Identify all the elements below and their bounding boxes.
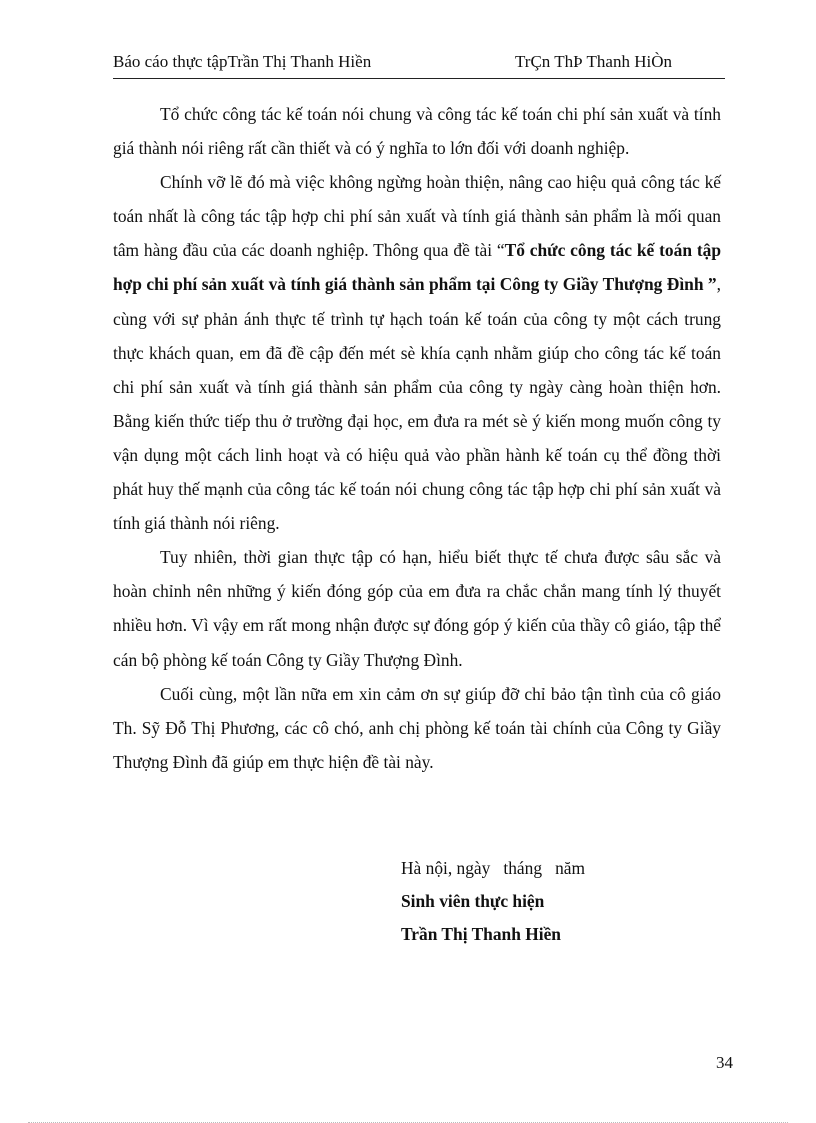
signer-role: Sinh viên thực hiện <box>401 891 545 911</box>
page-number: 34 <box>716 1053 733 1072</box>
page-header <box>113 52 725 79</box>
signer-name: Trần Thị Thanh Hiền <box>401 924 561 944</box>
paragraph-1: Tổ chức công tác kế toán nói chung và công tác kế toán chi phí sản xuất và tính giá thành nói riêng rất cần thiết và có ý nghĩa to lớn đối với doanh nghiệp. <box>113 104 721 159</box>
paragraph-3: Tuy nhiên, thời gian thực tập có hạn, hiểu biết thực tế chưa được sâu sắc và hoàn chỉnh nên những ý kiến đóng góp của em đưa ra chắc chắn mang tính lý thuyết nhiều hơn. Vì vậy em rất mong nhận được sự đóng góp ý kiến của thầy cô giáo, tập thể cán bộ phòng kế toán Công ty Giầy Thượng Đình. <box>113 547 721 670</box>
thesis-title: Tổ chức công tác kế toán tập hợp chi phí sản xuất và tính giá thành sản phẩm tại Công ty Giầy Thượng Đình ” <box>113 240 722 295</box>
header-left-title: Báo cáo thực tậpTrần Thị Thanh Hiền <box>113 52 372 71</box>
paragraph-2-rest: , cùng với sự phản ánh thực tế trình tự hạch toán kế toán của công ty một cách trung thực khách quan, em đã đề cập đến mét sè khía cạnh nhằm giúp cho công tác kế toán chi phí sản xuất và tính giá thành sản phẩm của công ty ngày càng hoàn thiện hơn. Bằng kiến thức tiếp thu ở trường đại học, em đưa ra mét sè ý kiến mong muốn công ty vận dụng một cách linh hoạt và có hiệu quả vào phần hành kế toán cụ thể đồng thời phát huy thế mạnh của công tác kế toán nói chung công tác tập hợp chi phí sản xuất và tính giá thành nói riêng. <box>113 274 721 534</box>
paragraph-2 <box>113 165 721 540</box>
signature-block <box>401 852 585 951</box>
paragraph-2-intro: Chính vỡ lẽ đó mà việc không ngừng hoàn thiện, nâng cao hiệu quả công tác kế toán nhất là công tác tập hợp chi phí sản xuất và tính giá thành sản phẩm là mối quan tâm hàng đầu của các doanh nghiệp. Thông qua đề tài “ <box>113 172 721 261</box>
place-date: Hà nội, ngày tháng năm <box>401 858 586 878</box>
paragraph-4: Cuối cùng, một lần nữa em xin cảm ơn sự giúp đỡ chỉ bảo tận tình của cô giáo Th. Sỹ Đỗ Thị Phương, các cô chó, anh chị phòng kế toán tài chính của Công ty Giầy Thượng Đình đã giúp em thực hiện đề tài này. <box>113 683 721 772</box>
header-right-author: TrÇn ThÞ Thanh HiÒn <box>515 52 672 71</box>
document-body <box>113 97 721 779</box>
